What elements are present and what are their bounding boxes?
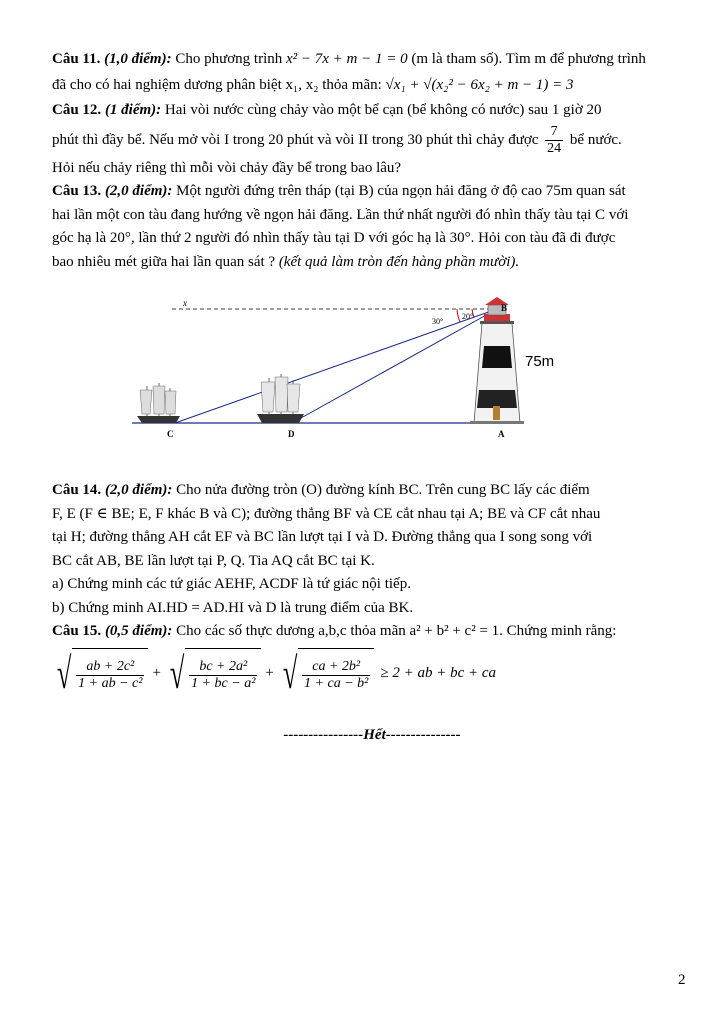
q11-equation: x² − 7x + m − 1 = 0: [286, 51, 408, 67]
q11-points: (1,0 điểm):: [104, 51, 172, 67]
exam-page: [52, 48, 692, 747]
sight-line-c: [175, 309, 497, 423]
q13-text-2: hai lần một con tàu đang hướng về ngọn hải đăng. Lần thứ nhất người đó nhìn thấy tàu tại C với: [52, 206, 629, 223]
q14-text-1: Cho nửa đường tròn (O) đường kính BC. Trên cung BC lấy các điểm: [176, 482, 590, 499]
question-14-part-b: [52, 597, 692, 621]
lighthouse-figure: [52, 278, 692, 473]
q12-fraction-den: 24: [547, 140, 562, 156]
q14-part-b: b) Chứng minh AI.HD = AD.HI và D là trung điểm của BK.: [52, 599, 414, 616]
label-x: x: [183, 298, 187, 309]
question-12: [52, 99, 692, 123]
q15-term-2: √ $\frac{\text{bc + 2a²}}{\text{1 + bc − a²}}$: [165, 648, 261, 700]
q12-text-4: Hỏi nếu chảy riêng thì mỗi vòi chảy đầy bể trong bao lâu?: [52, 159, 402, 176]
question-13-line-3: [52, 227, 692, 251]
question-11-line-2: [52, 74, 692, 98]
lighthouse-diagram: [52, 278, 692, 473]
q12-fraction: [545, 124, 563, 157]
q15-term-3: √ $\frac{\text{ca + 2b²}}{\text{1 + ca − b²}}$: [278, 648, 374, 700]
question-14-line-4: [52, 550, 692, 574]
q15-f1-num: ab + 2c²: [76, 659, 144, 676]
q12-text-1: Hai vòi nước cùng chảy vào một bể cạn (bể không có nước) sau 1 giờ 20: [164, 102, 602, 118]
q15-points: (0,5 điểm):: [104, 623, 173, 640]
question-12-line-3: [52, 157, 692, 181]
q13-label: Câu 13.: [52, 183, 102, 200]
label-angle-20: 20°: [462, 312, 474, 322]
label-b: B: [501, 303, 508, 314]
q11-text-1: Cho phương trình: [175, 51, 283, 67]
q14-label: Câu 14.: [52, 482, 102, 499]
q15-f3-num: ca + 2b²: [302, 659, 370, 676]
question-14-line-3: [52, 526, 692, 550]
q15-f3-den: 1 + ca − b²: [304, 675, 369, 691]
question-14-line-2: [52, 503, 692, 527]
q12-points: (1 điểm):: [104, 102, 162, 118]
question-13: [52, 180, 692, 204]
label-angle-30: 30°: [432, 317, 444, 327]
question-11: [52, 48, 692, 72]
q12-text-3: bể nước.: [569, 131, 622, 148]
q11-label: Câu 11.: [52, 51, 101, 67]
question-12-line-2: [52, 123, 692, 157]
angle-30-arc: [457, 309, 460, 322]
end-text: ----------------Hết---------------: [283, 726, 461, 743]
q12-text-2: phút thì đầy bể. Nếu mở vòi I trong 20 phút và vòi II trong 30 phút thì chảy được: [52, 131, 539, 148]
q15-term-1: √ $\frac{\text{ab + 2c²}}{\text{1 + ab − c²}}$: [52, 648, 148, 700]
q13-text-5: (kết quả làm tròn đến hàng phần mười).: [278, 253, 520, 270]
q13-text-3: góc hạ là 20°, lần thứ 2 người đó nhìn thấy tàu tại D với góc hạ là 30°. Hỏi con tàu đã đi được: [52, 230, 616, 247]
end-marker: [52, 724, 692, 748]
q15-f2-den: 1 + bc − a²: [191, 675, 256, 691]
q12-label: Câu 12.: [52, 102, 102, 118]
label-d: D: [288, 429, 295, 440]
q11-condition: √x₁ + √(x₂² − 6x₂ + m − 1) = 3: [385, 76, 574, 93]
q14-part-a: a) Chứng minh các tứ giác AEHF, ACDF là tứ giác nội tiếp.: [52, 576, 411, 593]
q14-points: (2,0 điểm):: [104, 482, 173, 499]
label-c: C: [167, 429, 174, 440]
q14-text-2: F, E (F ∈ BE; E, F khác B và C); đường thẳng BF và CE cắt nhau tại A; BE và CF cắt nhau: [52, 505, 601, 522]
sight-line-d: [292, 309, 497, 423]
q15-inequality: √ $\frac{\text{ab + 2c²}}{\text{1 + ab − c²}}$ + √ $\frac{\text{bc + 2a²}}{\text{1 + bc − a²}}$ + √ $\frac{\text{ca + 2b²}}{\text{1 + ca − b²}}$ ≥ 2 + ab + bc + ca: [52, 648, 692, 700]
q15-rhs: ≥ 2 + ab + bc + ca: [380, 665, 497, 682]
q13-points: (2,0 điểm):: [104, 183, 173, 200]
ship-c: [137, 383, 180, 423]
question-13-line-2: [52, 204, 692, 228]
question-13-line-4: [52, 251, 692, 275]
q11-text-3: đã cho có hai nghiệm dương phân biệt x₁, x₂ thỏa mãn:: [52, 76, 382, 93]
q15-f1-den: 1 + ab − c²: [78, 675, 143, 691]
q14-text-3: tại H; đường thẳng AH cắt EF và BC lần lượt tại I và D. Đường thẳng qua I song song với: [52, 529, 593, 546]
ship-d: [257, 374, 304, 423]
label-a: A: [498, 429, 505, 440]
question-15: [52, 620, 692, 644]
q13-text-1: Một người đứng trên tháp (tại B) của ngọn hải đăng ở độ cao 75m quan sát: [176, 183, 626, 200]
page-number: 2: [678, 972, 686, 988]
question-14: [52, 479, 692, 503]
q14-text-4: BC cắt AB, BE lần lượt tại P, Q. Tia AQ cắt BC tại K.: [52, 552, 375, 569]
q11-text-2: (m là tham số). Tìm m để phương trình: [411, 51, 646, 67]
q13-text-4: bao nhiêu mét giữa hai lần quan sát ?: [52, 253, 276, 270]
q15-label: Câu 15.: [52, 623, 102, 640]
q15-f2-num: bc + 2a²: [189, 659, 257, 676]
question-14-part-a: [52, 573, 692, 597]
label-height: 75m: [525, 353, 555, 371]
q12-fraction-num: 7: [545, 124, 563, 141]
q15-text-1: Cho các số thực dương a,b,c thỏa mãn a² + b² + c² = 1. Chứng minh rằng:: [176, 623, 617, 640]
